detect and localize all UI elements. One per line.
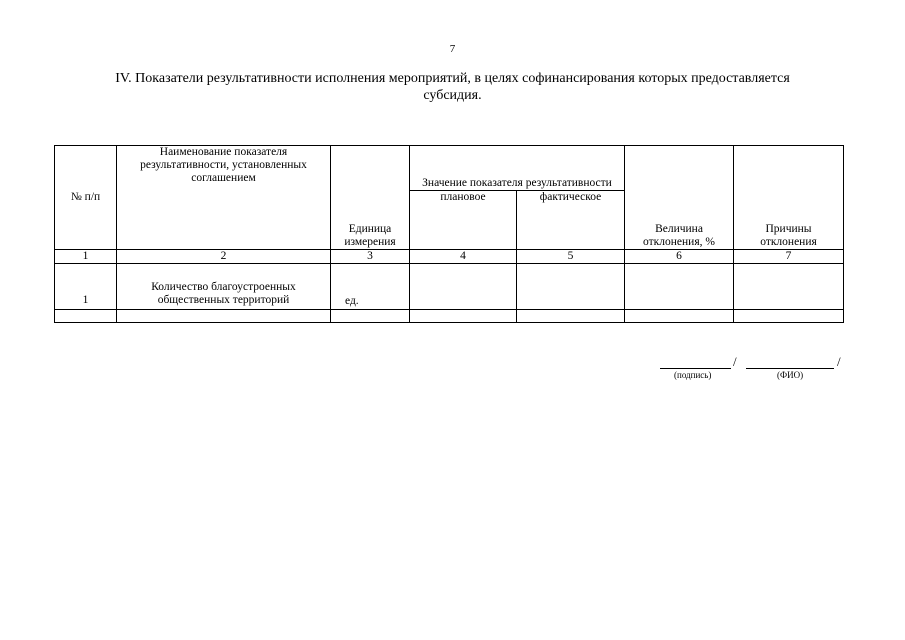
column-number: 6 xyxy=(625,250,734,264)
empty-cell xyxy=(331,310,410,323)
signature-caption: (подпись) xyxy=(674,370,712,380)
empty-row xyxy=(55,310,844,323)
row-deviation xyxy=(625,264,734,310)
row-actual xyxy=(517,264,625,310)
header-actual: фактическое xyxy=(517,191,625,250)
column-number: 1 xyxy=(55,250,117,264)
column-number: 5 xyxy=(517,250,625,264)
signature-separator: / xyxy=(733,354,737,369)
header-planned: плановое xyxy=(410,191,517,250)
empty-cell xyxy=(517,310,625,323)
empty-cell xyxy=(734,310,844,323)
page-number: 7 xyxy=(449,43,456,55)
column-number-row xyxy=(55,250,844,264)
column-number: 3 xyxy=(331,250,410,264)
header-row-1 xyxy=(55,146,844,191)
row-planned xyxy=(410,264,517,310)
empty-cell xyxy=(625,310,734,323)
header-value-group: Значение показателя результативности xyxy=(410,146,625,191)
row-indicator-name: Количество благоустроенных общественных территорий xyxy=(117,264,331,310)
header-unit-line-1: Единица xyxy=(348,223,392,235)
name-separator: / xyxy=(837,354,841,369)
header-indicator-name: Наименование показателя результативности, установленных соглашением xyxy=(117,146,331,250)
table-row xyxy=(55,264,844,310)
column-number: 7 xyxy=(734,250,844,264)
section-title-line-1: IV. Показатели результативности исполнения мероприятий, в целях софинансирования которых предоставляется xyxy=(115,71,790,86)
signature-line xyxy=(660,368,731,369)
name-line xyxy=(746,368,834,369)
section-title-line-2: субсидия. xyxy=(423,88,482,103)
header-unit xyxy=(331,146,410,250)
row-reasons xyxy=(734,264,844,310)
signature-block xyxy=(660,356,850,386)
section-title xyxy=(60,70,845,104)
indicators-table xyxy=(54,145,844,323)
row-unit: ед. xyxy=(331,264,410,310)
name-caption: (ФИО) xyxy=(777,370,804,380)
empty-cell xyxy=(55,310,117,323)
header-unit-line-2: измерения xyxy=(344,236,396,248)
header-deviation: Величина отклонения, % xyxy=(625,146,734,250)
column-number: 2 xyxy=(117,250,331,264)
empty-cell xyxy=(117,310,331,323)
empty-cell xyxy=(410,310,517,323)
header-reasons: Причины отклонения xyxy=(734,146,844,250)
header-num: № п/п xyxy=(55,146,117,250)
row-num: 1 xyxy=(55,264,117,310)
column-number: 4 xyxy=(410,250,517,264)
